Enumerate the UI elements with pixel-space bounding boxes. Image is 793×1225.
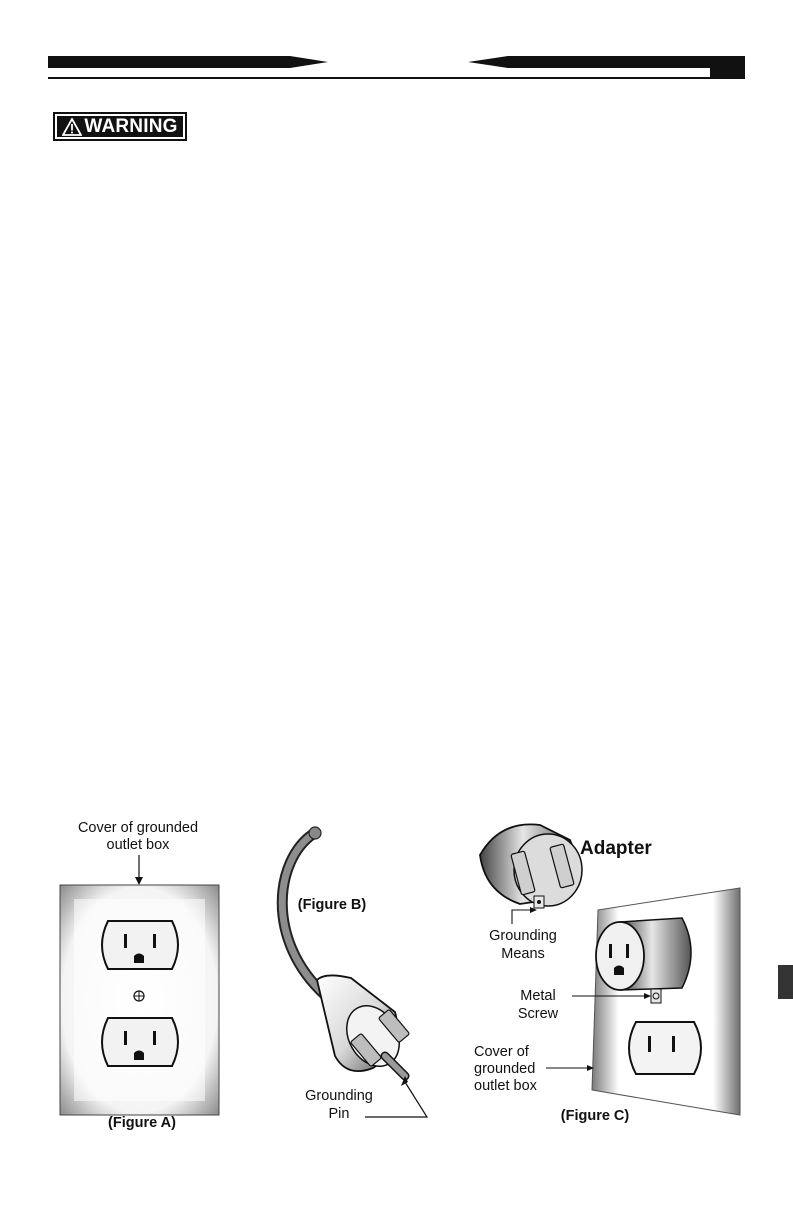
- fig-b-pin-label-line1: Grounding: [305, 1088, 373, 1104]
- fig-c-grounding-means-line2: Means: [501, 946, 545, 962]
- figure-b-plug-illustration: [255, 820, 445, 1120]
- header-arrow-left: [48, 56, 328, 68]
- warning-label: WARNING: [84, 116, 178, 137]
- fig-c-cover-line1: Cover of: [474, 1044, 529, 1060]
- fig-a-cover-label-line2: outlet box: [106, 837, 170, 853]
- header-arrow-right: [468, 56, 745, 68]
- figure-b-caption: (Figure B): [297, 897, 367, 913]
- fig-c-grounding-means-line1: Grounding: [489, 928, 557, 944]
- figure-a-outlet-illustration: [50, 855, 235, 1120]
- fig-c-cover-line2: grounded: [474, 1061, 536, 1077]
- fig-c-metal-screw-line1: Metal: [520, 988, 556, 1004]
- fig-c-adapter: [480, 824, 582, 908]
- figure-c-caption: (Figure C): [560, 1108, 630, 1124]
- page-number-tab: [710, 60, 745, 79]
- fig-c-metal-screw-line2: Screw: [517, 1006, 559, 1022]
- fig-c-lower-outlet: [629, 1022, 701, 1074]
- warning-box: [53, 112, 187, 141]
- fig-a-cover-label-line1: Cover of grounded: [77, 820, 199, 836]
- figure-a-caption: (Figure A): [108, 1115, 176, 1131]
- section-tab: [778, 965, 793, 999]
- fig-c-cover-line3: outlet box: [474, 1078, 537, 1094]
- header-rule: [48, 77, 745, 79]
- fig-b-pin-label-line2: Pin: [328, 1106, 350, 1122]
- fig-c-adapter-label: Adapter: [580, 838, 652, 859]
- warning-triangle-icon: [62, 118, 82, 136]
